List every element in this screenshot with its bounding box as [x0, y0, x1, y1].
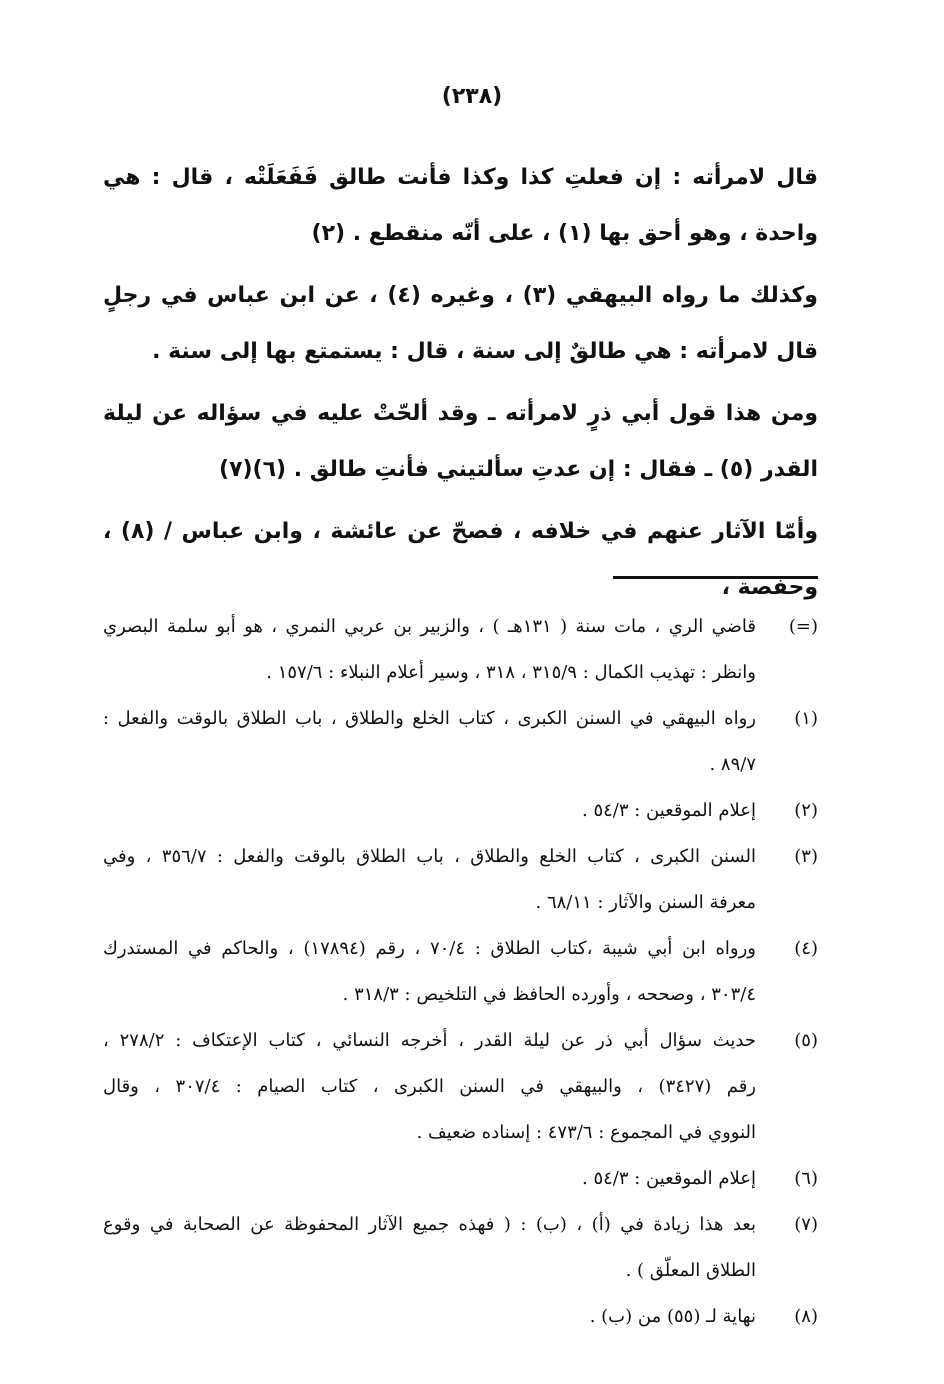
main-text: [103, 150, 818, 616]
footnote: [103, 696, 818, 788]
footnote-text: [103, 1018, 756, 1156]
footnote: [103, 604, 818, 696]
footnote: [103, 1202, 818, 1294]
footnote-line: الطلاق المعلّق ) .: [625, 1260, 756, 1281]
footnote-text: [103, 696, 756, 788]
paragraph: وكذلك ما رواه البيهقي (٣) ، وغيره (٤) ، عن ابن عباس في رجلٍ قال لامرأته : هي طالقٌ إلى سنة ، قال : يستمتع بها إلى سنة .: [103, 283, 818, 364]
footnote-number: (=): [788, 616, 818, 637]
footnote-line: إعلام الموقعين : ٥٤/٣ .: [582, 800, 756, 821]
footnote-line: ٨٩/٧ .: [709, 754, 756, 775]
footnote: [103, 1294, 818, 1340]
paragraph: وأمّا الآثار عنهم في خلافه ، فصحّ عن عائشة ، وابن عباس / (٨) ، وحفصة ،: [103, 519, 819, 600]
footnote-line: رواه البيهقي في السنن الكبرى ، كتاب الخلع والطلاق ، باب الطلاق بالوقت والفعل :: [103, 708, 756, 729]
footnote-text: [103, 1294, 756, 1340]
footnote: [103, 926, 818, 1018]
footnote-text: [103, 1202, 756, 1294]
footnote-line: السنن الكبرى ، كتاب الخلع والطلاق ، باب الطلاق بالوقت والفعل : ٣٥٦/٧ ، وفي: [103, 846, 756, 867]
footnote-number: (٥): [794, 1030, 818, 1051]
footnote-text: [103, 926, 756, 1018]
paragraph: ومن هذا قول أبي ذرٍ لامرأته ـ وقد ألحّتْ عليه في سؤاله عن ليلة القدر (٥) ـ فقال : إن عدتِ سألتيني فأنتِ طالق . (٦)(٧): [103, 401, 818, 482]
footnote-text: [103, 604, 756, 696]
footnote-line: النووي في المجموع : ٤٧٣/٦ : إسناده ضعيف .: [416, 1122, 756, 1143]
footnote: [103, 1018, 818, 1156]
footnote-number: (٦): [794, 1168, 818, 1189]
footnotes: [103, 604, 818, 1340]
footnote-number: (٤): [794, 938, 818, 959]
footnote-line: معرفة السنن والآثار : ٦٨/١١ .: [535, 892, 756, 913]
footnote-line: نهاية لـ (٥٥) من (ب) .: [589, 1306, 756, 1327]
footnote-line: وانظر : تهذيب الكمال : ٣١٥/٩ ، ٣١٨ ، وسير أعلام النبلاء : ١٥٧/٦ .: [266, 662, 756, 683]
footnote-line: قاضي الري ، مات سنة ( ١٣١هـ ) ، والزبير بن عربي النمري ، هو أبو سلمة البصري: [103, 616, 756, 637]
footnote-line: حديث سؤال أبي ذر عن ليلة القدر ، أخرجه النسائي ، كتاب الإعتكاف : ٢٧٨/٢ ،: [103, 1030, 756, 1051]
footnote-number: (٧): [794, 1214, 818, 1235]
page-number: (٢٣٨): [441, 84, 503, 109]
footnote-number: (٣): [794, 846, 818, 867]
footnote-line: رقم (٣٤٢٧) ، والبيهقي في السنن الكبرى ، كتاب الصيام : ٣٠٧/٤ ، وقال: [103, 1076, 756, 1097]
footnote-text: [103, 788, 756, 834]
footnote-number: (١): [794, 708, 818, 729]
footnote-line: ورواه ابن أبي شيبة ،كتاب الطلاق : ٧٠/٤ ، رقم (١٧٨٩٤) ، والحاكم في المستدرك: [103, 938, 757, 959]
footnote-number: (٢): [794, 800, 818, 821]
footnote-separator: [613, 576, 818, 579]
footnote-number: (٨): [794, 1306, 818, 1327]
footnote-text: [103, 834, 756, 926]
footnote-line: ٣٠٣/٤ ، وصححه ، وأورده الحافظ في التلخيص : ٣١٨/٣ .: [342, 984, 756, 1005]
footnote-text: [103, 1156, 756, 1202]
footnote-line: إعلام الموقعين : ٥٤/٣ .: [582, 1168, 756, 1189]
paragraph: قال لامرأته : إن فعلتِ كذا وكذا فأنت طالق فَفَعَلَتْه ، قال : هي واحدة ، وهو أحق بها (١) ، على أنّه منقطع . (٢): [103, 165, 818, 246]
footnote: [103, 834, 818, 926]
footnote: [103, 788, 818, 834]
footnote-line: بعد هذا زيادة في (أ) ، (ب) : ( فهذه جميع الآثار المحفوظة عن الصحابة في وقوع: [103, 1214, 756, 1235]
footnote: [103, 1156, 818, 1202]
